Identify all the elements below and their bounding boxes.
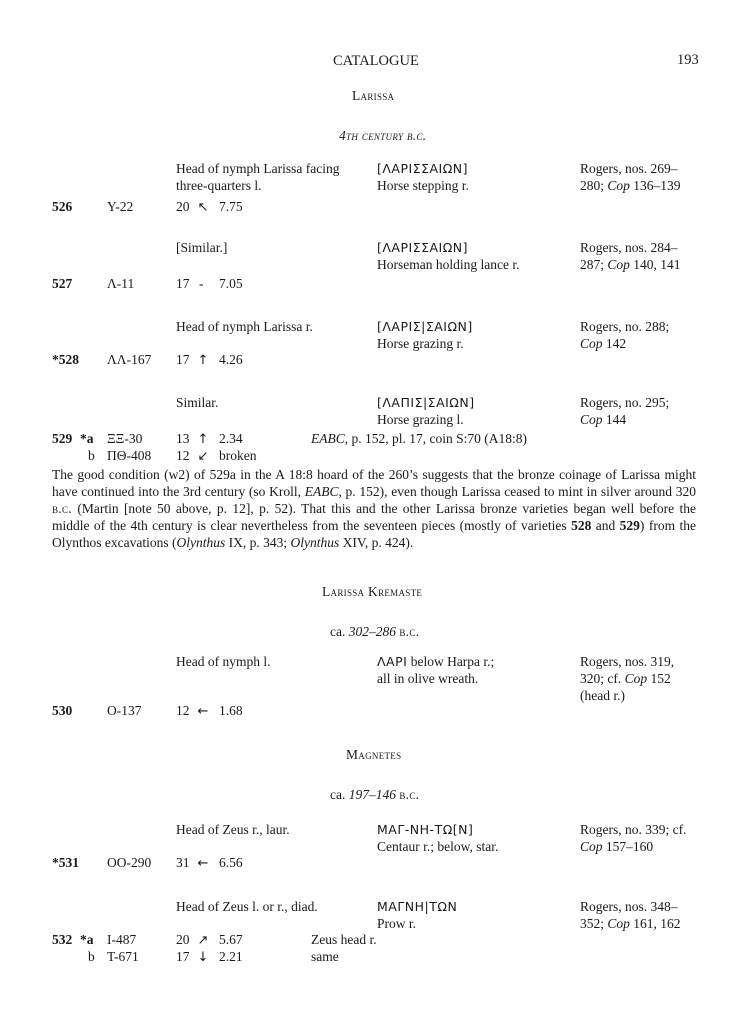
ref-530-line1: Rogers, nos. 319, bbox=[580, 654, 675, 669]
size-528: 17 bbox=[176, 352, 190, 367]
note-532a: Zeus head r. bbox=[311, 932, 377, 947]
obverse-532: Head of Zeus l. or r., diad. bbox=[176, 899, 318, 914]
note-532b: same bbox=[311, 949, 339, 964]
ref-531-line1: Rogers, no. 339; cf. bbox=[580, 822, 687, 837]
axis-531 bbox=[196, 854, 210, 872]
inventory-529b: ΠΘ-408 bbox=[107, 448, 152, 463]
weight-531: 6.56 bbox=[219, 855, 243, 870]
size-530: 12 bbox=[176, 703, 190, 718]
weight-530: 1.68 bbox=[219, 703, 243, 718]
ref-526-line2: 280; Cop 136–139 bbox=[580, 178, 681, 193]
size-532a: 20 bbox=[176, 932, 190, 947]
legend-530: ΛΑΡΙ below Harpa r.; bbox=[377, 654, 495, 669]
weight-532b: 2.21 bbox=[219, 949, 243, 964]
size-532b: 17 bbox=[176, 949, 190, 964]
page-number: 193 bbox=[677, 52, 699, 68]
catalogue-number-531: *531 bbox=[52, 855, 79, 870]
axis-532a bbox=[196, 931, 210, 949]
axis-528 bbox=[196, 351, 210, 369]
axis-529a bbox=[196, 430, 210, 448]
die-axis-arrow-icon: ← bbox=[197, 704, 209, 719]
period-magnetes: ca. 197–146 b.c. bbox=[330, 787, 420, 802]
note-529a: EABC, p. 152, pl. 17, coin S:70 (A18:8) bbox=[311, 431, 527, 446]
ref-527-line1: Rogers, nos. 284– bbox=[580, 240, 678, 255]
size-531: 31 bbox=[176, 855, 190, 870]
obverse-527: [Similar.] bbox=[176, 240, 228, 255]
legend-527: [ΛΑΡΙΣΣΑΙΩΝ] bbox=[377, 240, 469, 255]
weight-529b: broken bbox=[219, 448, 257, 463]
section-heading-larissa-kremaste: Larissa Kremaste bbox=[322, 584, 423, 599]
axis-529b bbox=[196, 447, 210, 465]
running-title: CATALOGUE bbox=[333, 53, 419, 69]
ref-532-line2: 352; Cop 161, 162 bbox=[580, 916, 681, 931]
reverse-527: Horseman holding lance r. bbox=[377, 257, 520, 272]
inventory-532a: Ι-487 bbox=[107, 932, 137, 947]
section-heading-larissa: Larissa bbox=[352, 88, 395, 103]
die-axis-arrow-icon: ← bbox=[197, 856, 209, 871]
reverse-528: Horse grazing r. bbox=[377, 336, 464, 351]
ref-526-line1: Rogers, nos. 269– bbox=[580, 161, 678, 176]
die-axis-arrow-icon: ↑ bbox=[197, 353, 209, 368]
axis-526 bbox=[196, 198, 210, 216]
sub-label-532b: b bbox=[88, 949, 95, 964]
weight-527: 7.05 bbox=[219, 276, 243, 291]
weight-526: 7.75 bbox=[219, 199, 243, 214]
sub-label-529a: *a bbox=[80, 431, 94, 446]
legend-526: [ΛΑΡΙΣΣΑΙΩΝ] bbox=[377, 161, 469, 176]
inventory-530: Ο-137 bbox=[107, 703, 142, 718]
period-larissa-kremaste: ca. 302–286 b.c. bbox=[330, 624, 420, 639]
catalogue-number-527: 527 bbox=[52, 276, 73, 291]
reverse-532: Prow r. bbox=[377, 916, 417, 931]
legend-529: [ΛΑΠΙΣ|ΣΑΙΩΝ] bbox=[377, 395, 475, 410]
catalogue-number-532: 532 bbox=[52, 932, 73, 947]
reverse-529: Horse grazing l. bbox=[377, 412, 464, 427]
ref-530-line2: 320; cf. Cop 152 bbox=[580, 671, 671, 686]
ref-529-line2: Cop 144 bbox=[580, 412, 627, 427]
die-axis-arrow-icon: ↗ bbox=[197, 933, 209, 948]
size-529a: 13 bbox=[176, 431, 190, 446]
die-axis-arrow-icon: ↙ bbox=[197, 449, 209, 464]
axis-527: - bbox=[199, 276, 204, 291]
ref-528-line1: Rogers, no. 288; bbox=[580, 319, 670, 334]
ref-528-line2: Cop 142 bbox=[580, 336, 627, 351]
inventory-526: Υ-22 bbox=[107, 199, 134, 214]
size-526: 20 bbox=[176, 199, 190, 214]
die-axis-arrow-icon: ↓ bbox=[197, 950, 209, 965]
inventory-531: ΟΟ-290 bbox=[107, 855, 152, 870]
size-527: 17 bbox=[176, 276, 190, 291]
catalogue-number-526: 526 bbox=[52, 199, 73, 214]
inventory-527: Λ-11 bbox=[107, 276, 135, 291]
reverse-530: all in olive wreath. bbox=[377, 671, 479, 686]
ref-529-line1: Rogers, no. 295; bbox=[580, 395, 670, 410]
sub-label-532a: *a bbox=[80, 932, 94, 947]
legend-532: ΜΑΓΝΗ|ΤΩΝ bbox=[377, 899, 458, 914]
inventory-528: ΛΛ-167 bbox=[107, 352, 152, 367]
period-larissa: 4th century b.c. bbox=[339, 128, 427, 143]
catalogue-number-529: 529 bbox=[52, 431, 73, 446]
obverse-530: Head of nymph l. bbox=[176, 654, 271, 669]
weight-529a: 2.34 bbox=[219, 431, 243, 446]
obverse-526-line1: Head of nymph Larissa facing bbox=[176, 161, 340, 176]
legend-531: ΜΑΓ-ΝΗ-ΤΩ[Ν] bbox=[377, 822, 474, 837]
sub-label-529b: b bbox=[88, 448, 95, 463]
commentary-paragraph: The good condition (w2) of 529a in the A 18:8 hoard of the 260’s suggests that the bronze coinage of Larissa might have continued into the 3rd century (so Kroll, EABC, p. 152), even though Larissa ceased to mint in silver around 320 b.c. (Martin [note 50 above, p. 12], p. 52). That this and the other Larissa bronze varieties began well before the middle of the 4th century is clear nevertheless from the seventeen pieces (mostly of varieties 528 and 529) from the Olynthos excavations (Olynthus IX, p. 343; Olynthus XIV, p. 424). bbox=[52, 467, 696, 550]
ref-527-line2: 287; Cop 140, 141 bbox=[580, 257, 681, 272]
reverse-531: Centaur r.; below, star. bbox=[377, 839, 499, 854]
section-heading-magnetes: Magnetes bbox=[346, 747, 402, 762]
obverse-528: Head of nymph Larissa r. bbox=[176, 319, 313, 334]
inventory-529a: ΞΞ-30 bbox=[107, 431, 143, 446]
ref-531-line2: Cop 157–160 bbox=[580, 839, 654, 854]
ref-532-line1: Rogers, nos. 348– bbox=[580, 899, 678, 914]
weight-532a: 5.67 bbox=[219, 932, 243, 947]
size-529b: 12 bbox=[176, 448, 190, 463]
weight-528: 4.26 bbox=[219, 352, 243, 367]
ref-530-line3: (head r.) bbox=[580, 688, 625, 703]
die-axis-arrow-icon: ↖ bbox=[197, 200, 209, 215]
reverse-526: Horse stepping r. bbox=[377, 178, 469, 193]
catalogue-number-528: *528 bbox=[52, 352, 79, 367]
obverse-531: Head of Zeus r., laur. bbox=[176, 822, 290, 837]
axis-532b bbox=[196, 948, 210, 966]
die-axis-arrow-icon: ↑ bbox=[197, 432, 209, 447]
obverse-529: Similar. bbox=[176, 395, 219, 410]
axis-530 bbox=[196, 702, 210, 720]
obverse-526-line2: three-quarters l. bbox=[176, 178, 262, 193]
inventory-532b: Τ-671 bbox=[107, 949, 139, 964]
legend-528: [ΛΑΡΙΣ|ΣΑΙΩΝ] bbox=[377, 319, 473, 334]
catalogue-number-530: 530 bbox=[52, 703, 73, 718]
